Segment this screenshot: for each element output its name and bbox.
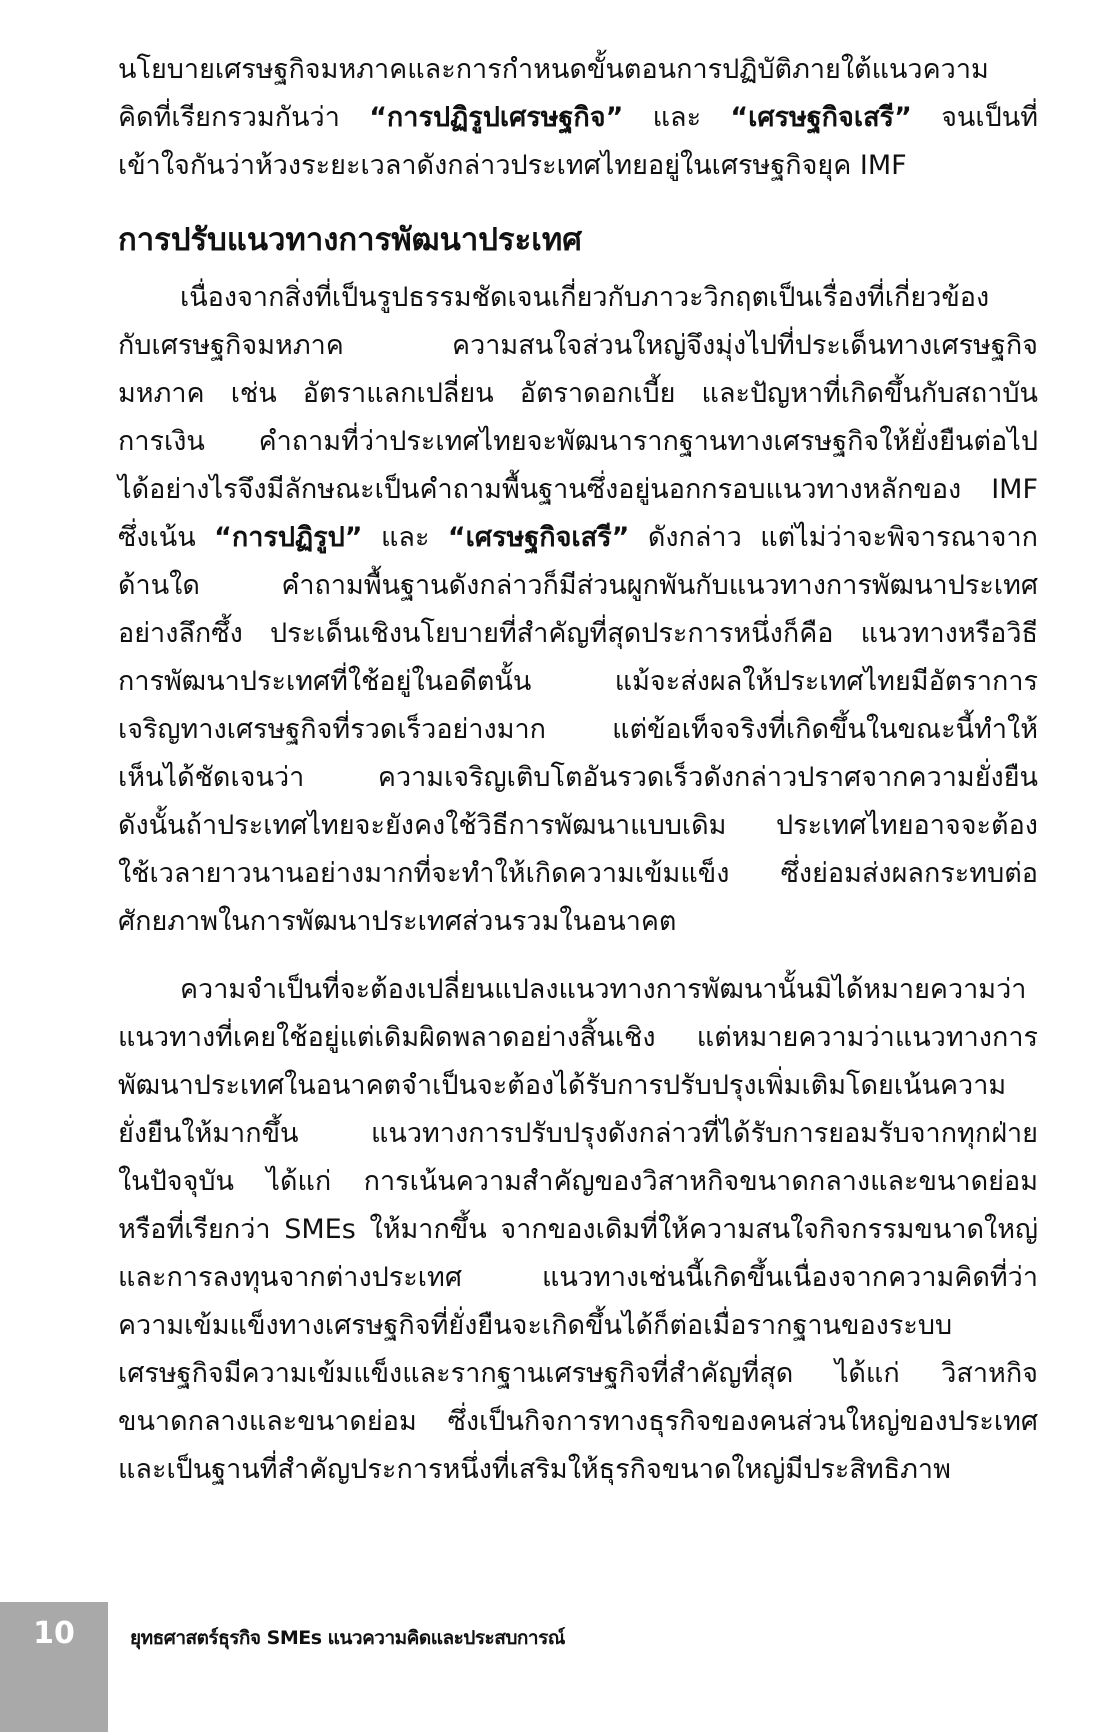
text-segment: เห็นได้ชัดเจนว่า ความเจริญเติบโตอันรวดเร็วดังกล่าวปราศจากความยั่งยืน bbox=[118, 762, 1038, 793]
text-line bbox=[118, 1446, 1038, 1494]
text-line bbox=[118, 370, 1038, 418]
text-segment: หรือที่เรียกว่า SMEs ให้มากขึ้น จากของเดิมที่ให้ความสนใจกิจกรรมขนาดใหญ่ bbox=[118, 1214, 1038, 1245]
text-segment: เข้าใจกันว่าห้วงระยะเวลาดังกล่าวประเทศไทยอยู่ในเศรษฐกิจยุค IMF bbox=[118, 150, 907, 181]
page-number-box bbox=[0, 1602, 108, 1732]
text-segment: เศรษฐกิจมีความเข้มแข็งและรากฐานเศรษฐกิจที่สำคัญที่สุด ได้แก่ วิสาหกิจ bbox=[118, 1358, 1038, 1389]
text-line bbox=[118, 94, 1038, 142]
text-line bbox=[118, 1302, 1038, 1350]
text-segment: ด้านใด คำถามพื้นฐานดังกล่าวก็มีส่วนผูกพันกับแนวทางการพัฒนาประเทศ bbox=[118, 570, 1038, 601]
text-line bbox=[118, 142, 1038, 190]
text-line bbox=[118, 322, 1038, 370]
text-segment: พัฒนาประเทศในอนาคตจำเป็นจะต้องได้รับการปรับปรุงเพิ่มเติมโดยเน้นความ bbox=[118, 1070, 1007, 1101]
text-segment: ซึ่งเน้น bbox=[118, 522, 215, 553]
bold-term: “เศรษฐกิจเสรี” bbox=[730, 102, 912, 133]
text-segment: ดังกล่าว แต่ไม่ว่าจะพิจารณาจาก bbox=[629, 522, 1038, 553]
text-line bbox=[118, 850, 1038, 898]
text-segment: และ bbox=[623, 102, 731, 133]
section-heading: การปรับแนวทางการพัฒนาประเทศ bbox=[118, 222, 582, 258]
text-line bbox=[118, 1398, 1038, 1446]
text-segment: อย่างลึกซึ้ง ประเด็นเชิงนโยบายที่สำคัญที่สุดประการหนึ่งก็คือ แนวทางหรือวิธี bbox=[118, 618, 1038, 649]
text-line bbox=[118, 1062, 1038, 1110]
text-segment: และ bbox=[362, 522, 448, 553]
text-segment: เนื่องจากสิ่งที่เป็นรูปธรรมชัดเจนเกี่ยวกับภาวะวิกฤตเป็นเรื่องที่เกี่ยวข้อง bbox=[180, 282, 990, 313]
text-segment: และการลงทุนจากต่างประเทศ แนวทางเช่นนี้เกิดขึ้นเนื่องจากความคิดที่ว่า bbox=[118, 1262, 1038, 1293]
text-line bbox=[118, 706, 1038, 754]
bold-term: “การปฏิรูป” bbox=[214, 522, 363, 553]
text-segment: คิดที่เรียกรวมกันว่า bbox=[118, 102, 370, 133]
text-line bbox=[118, 966, 1038, 1014]
text-line bbox=[118, 466, 1038, 514]
text-segment: นโยบายเศรษฐกิจมหภาคและการกำหนดขั้นตอนการปฏิบัติภายใต้แนวความ bbox=[118, 54, 989, 85]
intro-paragraph bbox=[118, 46, 1038, 190]
text-segment: เจริญทางเศรษฐกิจที่รวดเร็วอย่างมาก แต่ข้อเท็จจริงที่เกิดขึ้นในขณะนี้ทำให้ bbox=[118, 714, 1038, 745]
text-line bbox=[118, 562, 1038, 610]
text-line bbox=[118, 1014, 1038, 1062]
text-segment: แนวทางที่เคยใช้อยู่แต่เดิมผิดพลาดอย่างสิ้นเชิง แต่หมายความว่าแนวทางการ bbox=[118, 1022, 1038, 1053]
bold-term: “การปฏิรูปเศรษฐกิจ” bbox=[369, 102, 624, 133]
page-content bbox=[118, 46, 1038, 1494]
text-segment: จนเป็นที่ bbox=[911, 102, 1039, 133]
text-line bbox=[118, 1350, 1038, 1398]
running-footer-title: ยุทธศาสตร์ธุรกิจ SMEs แนวความคิดและประสบการณ์ bbox=[130, 1627, 565, 1649]
text-segment: ยั่งยืนให้มากขึ้น แนวทางการปรับปรุงดังกล่าวที่ได้รับการยอมรับจากทุกฝ่าย bbox=[118, 1118, 1038, 1149]
text-segment: และเป็นฐานที่สำคัญประการหนึ่งที่เสริมให้ธุรกิจขนาดใหญ่มีประสิทธิภาพ bbox=[118, 1454, 951, 1485]
text-line bbox=[118, 898, 1038, 946]
text-segment: ความเข้มแข็งทางเศรษฐกิจที่ยั่งยืนจะเกิดขึ้นได้ก็ต่อเมื่อรากฐานของระบบ bbox=[118, 1310, 953, 1341]
text-segment: ขนาดกลางและขนาดย่อม ซึ่งเป็นกิจการทางธุรกิจของคนส่วนใหญ่ของประเทศ bbox=[118, 1406, 1038, 1437]
text-line bbox=[118, 274, 1038, 322]
text-segment: ใช้เวลายาวนานอย่างมากที่จะทำให้เกิดความเข้มแข็ง ซึ่งย่อมส่งผลกระทบต่อ bbox=[118, 858, 1038, 889]
text-line bbox=[118, 418, 1038, 466]
text-line bbox=[118, 1110, 1038, 1158]
text-segment: ดังนั้นถ้าประเทศไทยจะยังคงใช้วิธีการพัฒนาแบบเดิม ประเทศไทยอาจจะต้อง bbox=[118, 810, 1038, 841]
text-segment: การพัฒนาประเทศที่ใช้อยู่ในอดีตนั้น แม้จะส่งผลให้ประเทศไทยมีอัตราการ bbox=[118, 666, 1038, 697]
text-segment: การเงิน คำถามที่ว่าประเทศไทยจะพัฒนารากฐานทางเศรษฐกิจให้ยั่งยืนต่อไป bbox=[118, 426, 1038, 457]
text-segment: ศักยภาพในการพัฒนาประเทศส่วนรวมในอนาคต bbox=[118, 906, 677, 937]
page-number: 10 bbox=[33, 1616, 75, 1651]
body-paragraph-2 bbox=[118, 966, 1038, 1494]
body-paragraph-1 bbox=[118, 274, 1038, 946]
text-segment: ในปัจจุบัน ได้แก่ การเน้นความสำคัญของวิสาหกิจขนาดกลางและขนาดย่อม bbox=[118, 1166, 1038, 1197]
text-line bbox=[118, 46, 1038, 94]
text-line bbox=[118, 1254, 1038, 1302]
bold-term: “เศรษฐกิจเสรี” bbox=[447, 522, 630, 553]
text-line bbox=[118, 1158, 1038, 1206]
text-line bbox=[118, 658, 1038, 706]
text-segment: กับเศรษฐกิจมหภาค ความสนใจส่วนใหญ่จึงมุ่งไปที่ประเด็นทางเศรษฐกิจ bbox=[118, 330, 1038, 361]
text-line bbox=[118, 802, 1038, 850]
text-line bbox=[118, 514, 1038, 562]
text-segment: มหภาค เช่น อัตราแลกเปลี่ยน อัตราดอกเบี้ย และปัญหาที่เกิดขึ้นกับสถาบัน bbox=[118, 378, 1038, 409]
text-segment: ความจำเป็นที่จะต้องเปลี่ยนแปลงแนวทางการพัฒนานั้นมิได้หมายความว่า bbox=[180, 974, 1027, 1005]
text-line bbox=[118, 1206, 1038, 1254]
text-segment: ได้อย่างไรจึงมีลักษณะเป็นคำถามพื้นฐานซึ่งอยู่นอกกรอบแนวทางหลักของ IMF bbox=[118, 474, 1038, 505]
text-line bbox=[118, 610, 1038, 658]
text-line bbox=[118, 754, 1038, 802]
